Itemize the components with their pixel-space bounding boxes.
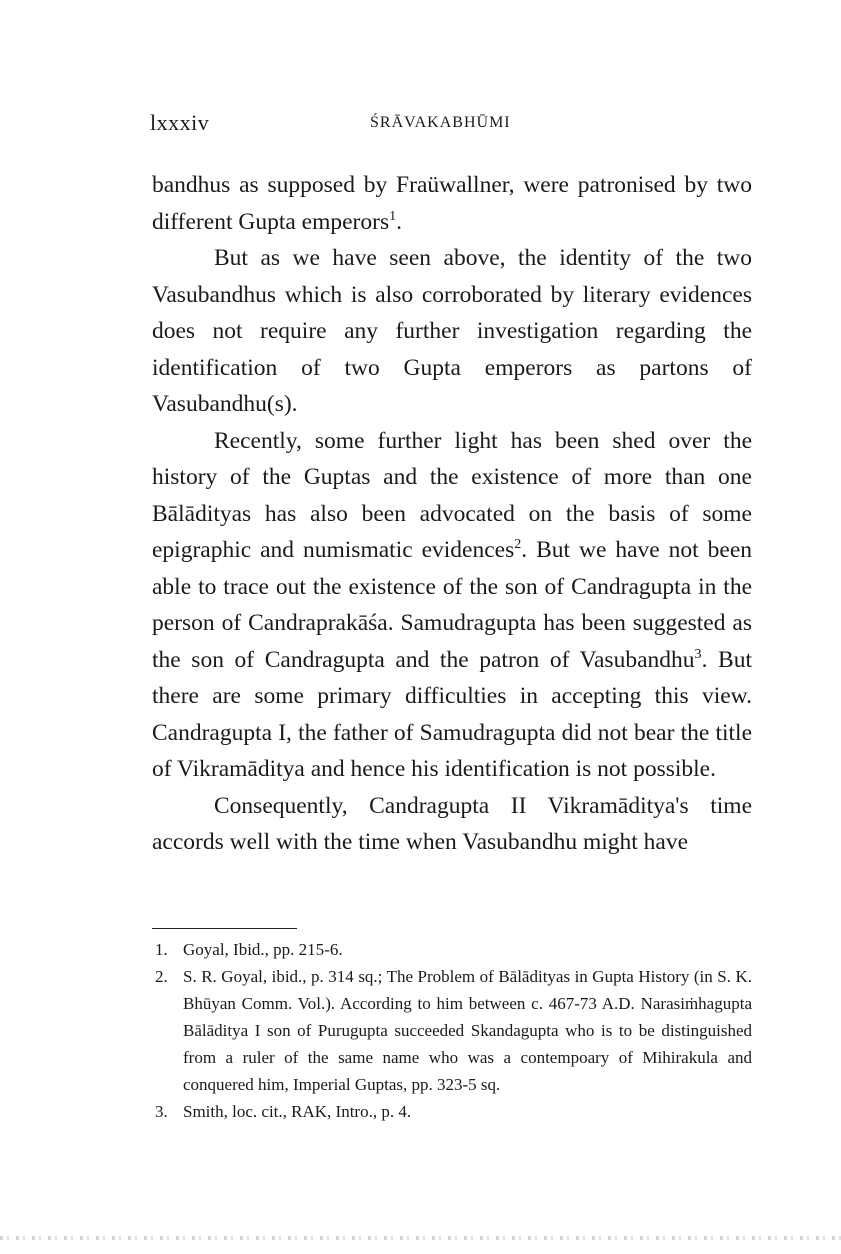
body-text	[152, 167, 752, 861]
paragraph-3-part-a: Recently, some further light has been shed over the history of the Guptas and the existence of more than one Bālādityas has also been advocated on the basis of some epigraphic and numismatic evidences	[152, 427, 752, 563]
paragraph-4: Consequently, Candragupta II Vikramāditya's time accords well with the time when Vasubandhu might have	[152, 792, 752, 855]
footnote-text: Smith, loc. cit., RAK, Intro., p. 4.	[183, 1102, 412, 1121]
scan-edge-artifact	[0, 1236, 841, 1240]
footnote-2	[155, 963, 752, 1098]
footnote-number: 2.	[155, 967, 168, 986]
footnote-number: 1.	[155, 940, 168, 959]
footnote-text: S. R. Goyal, ibid., p. 314 sq.; The Problem of Bālādityas in Gupta History (in S. K. Bhūyan Comm. Vol.). According to him between c. 467-73 A.D. Narasiṁhagupta Bālāditya I son of Purugupta succeeded Skandagupta who is to be distinguished from a ruler of the same name who was a contempoary of Mihirakula and conquered him, Imperial Guptas, pp. 323-5 sq.	[183, 967, 752, 1094]
footnote-ref-3: 3	[694, 645, 702, 662]
paragraph-2: But as we have seen above, the identity of the two Vasubandhus which is also corroborated by literary evidences does not require any further investigation regarding the identification of two Gupta emperors as partons of Vasubandhu(s).	[152, 245, 752, 417]
page-number: lxxxiv	[150, 110, 210, 135]
footnotes	[155, 936, 752, 1125]
paragraph-1-text: bandhus as supposed by Fraüwallner, were patronised by two different Gupta emperors	[152, 172, 752, 235]
paragraph-3-part-b: . But we have not been able to trace out the existence of the son of Candragupta in the person of Candraprakāśa. Samudragupta has been suggested as the son of Candragupta and the patron of Vasubandhu	[152, 537, 753, 673]
paragraph-3	[152, 423, 752, 788]
footnote-ref-2: 2	[514, 536, 522, 553]
footnote-ref-1: 1	[389, 207, 397, 224]
paragraph-1-end: .	[396, 208, 403, 235]
paragraph-1	[152, 167, 752, 240]
footnote-number: 3.	[155, 1102, 168, 1121]
footnote-3	[155, 1098, 752, 1125]
footnote-1	[155, 936, 752, 963]
footnote-divider	[152, 928, 297, 929]
running-head: ŚRĀVAKABHŪMI	[370, 114, 511, 131]
page-header	[150, 110, 750, 140]
paragraph-3-part-c: . But there are some primary difficulties in accepting this view. Candragupta I, the father of Samudragupta did not bear the title of Vikramāditya and hence his identification is not possible.	[152, 646, 752, 782]
footnote-text: Goyal, Ibid., pp. 215-6.	[183, 940, 343, 959]
